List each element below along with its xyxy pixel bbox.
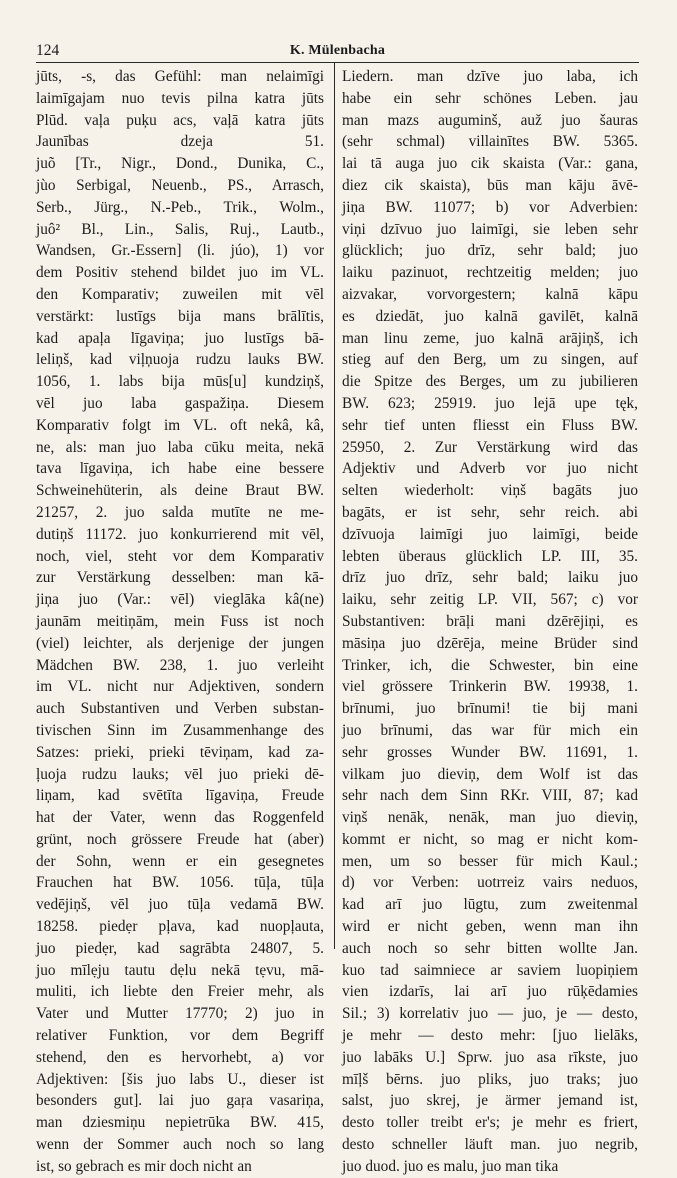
text-line: 18258. piedẹr pļava, kad nuopļauta, — [36, 918, 324, 936]
text-line: Wandsen, Gr.-Essern] (li. júo), 1) vor — [36, 242, 324, 260]
text-line: brīnumi, juo brīnumi! tie bij mani — [342, 700, 638, 718]
text-line: viel grössere Trinkerin BW. 19938, 1. — [342, 678, 638, 696]
text-line: Frauchen hat BW. 1056. tūļa, tūļa — [36, 874, 324, 892]
text-line: jiņa juo (Var.: vēl) vieglāka kâ(ne) — [36, 591, 324, 609]
text-line: salst, juo skrej, je ärmer jemand ist, — [342, 1092, 638, 1110]
text-line: viņš nenāk, nenāk, man juo dieviņ, — [342, 809, 638, 827]
text-line: dem Positiv stehend bildet juo im VL. — [36, 264, 324, 282]
text-line: Trinker, ich, die Schwester, bin eine — [342, 656, 638, 674]
text-line: 21257, 2. juo salda mutīte ne me- — [36, 503, 324, 521]
text-line: kad apaļa līgaviņa; juo lustīgs bā- — [36, 329, 324, 347]
text-line: Komparativ folgt im VL. oft nekâ, kâ, — [36, 416, 324, 434]
text-line: juo piedẹr, kad sagrābta 24807, 5. — [36, 939, 324, 957]
text-line: BW. 623; 25919. juo lejā upe tęk, — [342, 394, 638, 412]
text-line: jiņa BW. 11077; b) vor Adverbien: — [342, 198, 638, 216]
text-line: juõ [Tr., Nigr., Dond., Dunika, C., — [36, 155, 324, 173]
text-line: dzīvuoja laimīgi juo laimīgi, beide — [342, 525, 638, 543]
text-line: diez cik skaista), būs man kāju āvē- — [342, 176, 638, 194]
text-line: men, um so besser für mich Kaul.; — [342, 852, 638, 870]
text-line: stehend, den es hervorhebt, a) vor — [36, 1048, 324, 1066]
text-line: tava līgaviņa, ich habe eine bessere — [36, 460, 324, 478]
text-line: juo labāks U.] Sprw. juo asa rīkste, juo — [342, 1048, 638, 1066]
text-line: desto toller treibt er's; je mehr es friert, — [342, 1114, 638, 1132]
text-line: liņam, kad svētīta līgaviņa, Freude — [36, 787, 324, 805]
text-line: Plūd. vaļa puķu acs, vaļā katra jūts — [36, 111, 324, 129]
text-line: bagāts, er ist sehr, sehr reich. abi — [342, 503, 638, 521]
text-line: vēl juo laba gaspažiņa. Diesem — [36, 394, 324, 412]
text-line: māsiņa juo dzērēja, meine Brüder sind — [342, 634, 638, 652]
text-line: vilkam juo dieviņ, dem Wolf ist das — [342, 765, 638, 783]
text-line: besonders gut]. lai juo gaŗa vasariņa, — [36, 1092, 324, 1110]
text-line: wenn der Sommer auch noch so lang — [36, 1136, 324, 1154]
text-line: selten wiederholt: viņš bagāts juo — [342, 482, 638, 500]
text-line: grünt, noch grössere Freude hat (aber) — [36, 830, 324, 848]
text-line: Liedern. man dzīve juo laba, ich — [342, 68, 638, 85]
text-line: mīļš bērns. juo pliks, juo traks; juo — [342, 1070, 638, 1088]
text-line: juô² Bl., Lin., Salis, Ruj., Lautb., — [36, 220, 324, 238]
text-line: wird er nicht geben, wenn man ihn — [342, 918, 638, 936]
left-column — [36, 66, 324, 1175]
text-line: desto schneller läuft man. juo negrib, — [342, 1136, 638, 1154]
text-line: vien izdarīs, lai arī juo rūķēdamies — [342, 983, 638, 1001]
column-divider — [334, 63, 335, 949]
text-line: drīz juo drīz, sehr bald; laiku juo — [342, 569, 638, 587]
text-line: sehr tief unten fliesst ein Fluss BW. — [342, 416, 638, 434]
text-line: lebten überaus glücklich LP. III, 35. — [342, 547, 638, 565]
text-line: jùo Serbigal, Neuenb., PS., Arrasch, — [36, 176, 324, 194]
text-line: noch, viel, steht vor dem Komparativ — [36, 547, 324, 565]
text-line: Mädchen BW. 238, 1. juo verleiht — [36, 656, 324, 674]
text-line: tivischen Sinn im Zusammenhange des — [36, 721, 324, 739]
text-line: verstärkt: lustīgs bija mans brālītis, — [36, 307, 324, 325]
text-line: laiku, sehr zeitig LP. VII, 567; c) vor — [342, 591, 638, 609]
right-column — [342, 66, 638, 1175]
text-line: stieg auf den Berg, um zu singen, auf — [342, 351, 638, 369]
text-line: kad arī juo lūgtu, zum zweitenmal — [342, 896, 638, 914]
text-line: jaunām meitiņām, mein Fuss ist noch — [36, 612, 324, 630]
text-line: Sil.; 3) korrelativ juo — juo, je — desto, — [342, 1005, 638, 1023]
text-line: auch Substantiven und Verben substan- — [36, 700, 324, 718]
text-line: aizvakar, vorvorgestern; kalnā kāpu — [342, 285, 638, 303]
page-number: 124 — [36, 42, 60, 59]
text-line: dutiņš 11172. juo konkurrierend mit vēl, — [36, 525, 324, 543]
text-line: ne, als: man juo laba cūku meita, nekā — [36, 438, 324, 456]
text-line: relativer Funktion, vor dem Begriff — [36, 1027, 324, 1045]
text-line: d) vor Verben: uotrreiz vairs neduos, — [342, 874, 638, 892]
text-line: leliņš, kad viļņuoja rudzu lauks BW. — [36, 351, 324, 369]
text-line: jūts, -s, das Gefühl: man nelaimīgi — [36, 68, 324, 85]
page-header — [36, 40, 639, 63]
text-line: (viel) leichter, als derjenige der jungen — [36, 634, 324, 652]
text-line: sehr nach dem Sinn RKr. VIII, 87; kad — [342, 787, 638, 805]
text-line: die Spitze des Berges, um zu jubilieren — [342, 373, 638, 391]
text-line: lai tā auga juo cik skaista (Var.: gana, — [342, 155, 638, 173]
text-line: je mehr — desto mehr: [juo lielāks, — [342, 1027, 638, 1045]
text-line: Substantiven: brāļi mani dzērējiņi, es — [342, 612, 638, 630]
text-line: 25950, 2. Zur Verstärkung wird das — [342, 438, 638, 456]
text-line: Adjektiv und Adverb vor juo nicht — [342, 460, 638, 478]
text-line: hat der Vater, wenn das Roggenfeld — [36, 809, 324, 827]
text-line: juo brīnumi, das war für mich ein — [342, 721, 638, 739]
text-line: der Sohn, wenn er ein gesegnetes — [36, 852, 324, 870]
running-title: K. Mülenbacha — [289, 43, 386, 58]
text-line: zur Verstärkung desselben: man kā- — [36, 569, 324, 587]
text-line: man linu zeme, juo kalnā arājiņš, ich — [342, 329, 638, 347]
text-line: ist, so gebrach es mir doch nicht an — [36, 1157, 252, 1175]
text-line: im VL. nicht nur Adjektiven, sondern — [36, 678, 324, 696]
text-line: man mazs auguminš, auž juo šauras — [342, 111, 638, 129]
text-line: Schweinehüterin, als deine Braut BW. — [36, 482, 324, 500]
text-line: laimīgajam nuo tevis pilna katra jūts — [36, 89, 324, 107]
text-line: Vater und Mutter 17770; 2) juo in — [36, 1005, 324, 1023]
text-line: auch noch so sehr bitten wollte Jan. — [342, 939, 638, 957]
text-line: kommt er nicht, so mag er nicht kom- — [342, 830, 638, 848]
text-line: viņi dzīvuo juo laimīgi, sie leben sehr — [342, 220, 638, 238]
text-line: 1056, 1. labs bija mūs[u] kundziņš, — [36, 373, 324, 391]
text-line: laiku pazinuot, rechtzeitig melden; juo — [342, 264, 638, 282]
text-line: habe ein sehr schönes Leben. jau — [342, 89, 638, 107]
text-line: Jaunības dzeja 51. — [36, 133, 324, 151]
text-line: den Komparativ; zuweilen mit vēl — [36, 285, 324, 303]
text-line: Adjektiven: [šis juo labs U., dieser ist — [36, 1070, 324, 1088]
text-line: (sehr schmal) villainītes BW. 5365. — [342, 133, 638, 151]
text-line: man dziesmiņu nepietrūka BW. 415, — [36, 1114, 324, 1132]
text-line: juo mīlẹju tautu dẹlu nekā tẹvu, mā- — [36, 961, 324, 979]
text-line: sehr grosses Wunder BW. 11691, 1. — [342, 743, 638, 761]
text-line: glücklich; juo drīz, sehr bald; juo — [342, 242, 638, 260]
text-line: muliti, ich liebte den Freier mehr, als — [36, 983, 324, 1001]
text-line: es dziedāt, juo kalnā gavilēt, kalnā — [342, 307, 638, 325]
text-line: Satzes: prieki, prieki tēviņam, kad za- — [36, 743, 324, 761]
text-line: juo duod. juo es malu, juo man tika — [342, 1157, 559, 1175]
text-line: vedējiņš, vēl juo tūļa vedamā BW. — [36, 896, 324, 914]
text-line: kuo tad saimniece ar saviem luopiņiem — [342, 961, 638, 979]
text-line: Serb., Jürg., N.-Peb., Trik., Wolm., — [36, 198, 324, 216]
text-line: ļuoja rudzu lauks; vēl juo prieki dē- — [36, 765, 324, 783]
